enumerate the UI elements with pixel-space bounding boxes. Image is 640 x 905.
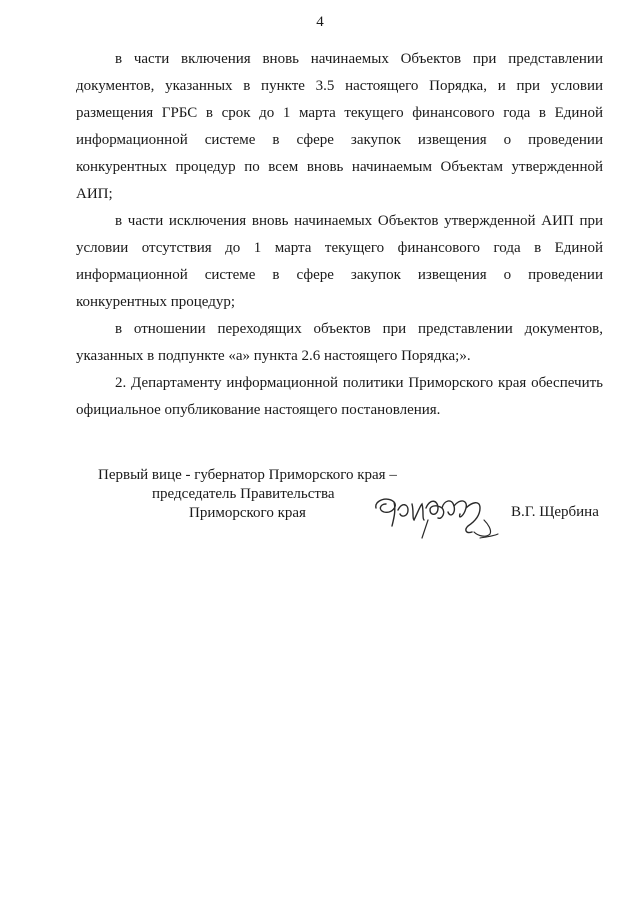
paragraph-ongoing-objects: в отношении переходящих объектов при представлении документов, указанных в подпункте «а» пункта 2.6 настоящего Порядка;». [76, 321, 603, 364]
signature-block [0, 466, 640, 546]
page-number: 4 [316, 14, 324, 30]
signatory-name: В.Г. Щербина [511, 504, 599, 520]
signatory-title-line-1: Первый вице - губернатор Приморского края – [98, 467, 397, 483]
signatory-title-line-3: Приморского края [189, 505, 306, 521]
paragraph-inclusion: в части включения вновь начинаемых Объектов при представлении документов, указанных в пункте 3.5 настоящего Порядка, и при условии размещения ГРБС в срок до 1 марта текущего финансового года в Единой информационной системе в сфере закупок извещения о проведении конкурентных процедур по всем вновь начинаемым Объектам утвержденной АИП; [76, 51, 603, 202]
paragraph-exclusion: в части исключения вновь начинаемых Объектов утвержденной АИП при условии отсутствия до 1 марта текущего финансового года в Единой информационной системе в сфере закупок извещения о проведении конкурентных процедур; [76, 213, 603, 310]
paragraph-publication: 2. Департаменту информационной политики Приморского края обеспечить официальное опубликование настоящего постановления. [76, 375, 603, 418]
document-body [76, 46, 603, 424]
handwritten-signature [368, 490, 500, 542]
signatory-title-line-2: председатель Правительства [152, 486, 335, 502]
